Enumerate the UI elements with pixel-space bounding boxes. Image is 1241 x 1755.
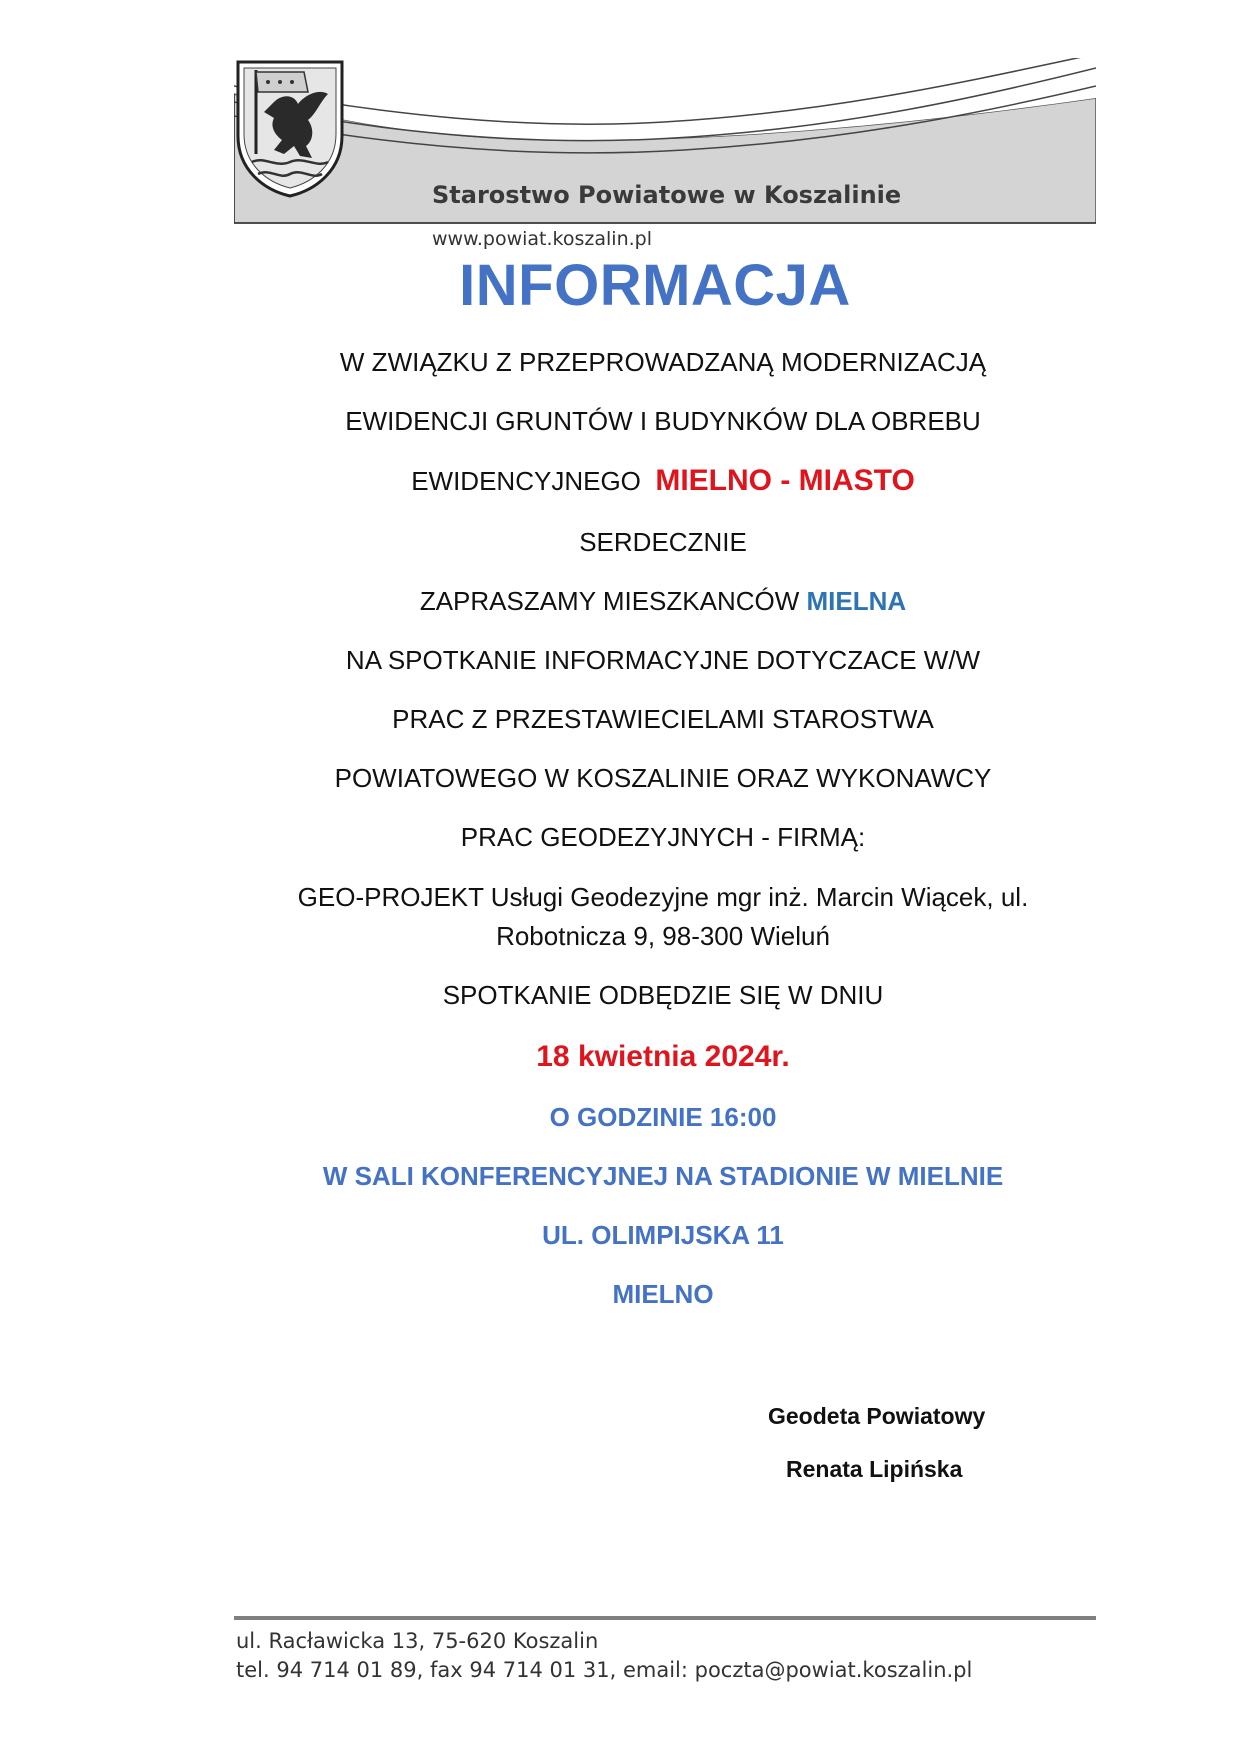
meeting-date: 18 kwietnia 2024r. (536, 1040, 790, 1073)
meeting-time: O GODZINIE 16:00 (549, 1102, 777, 1132)
footer-divider (234, 1616, 1096, 1620)
body-line-5-prefix: ZAPRASZAMY MIESZKANCÓW (419, 586, 800, 616)
organization-name: Starostwo Powiatowe w Koszalinie (432, 181, 902, 209)
meeting-street: UL. OLIMPIJSKA 11 (542, 1220, 784, 1250)
meeting-town: MIELNO (612, 1279, 714, 1309)
contractor-line-2: Robotnicza 9, 98-300 Wieluń (496, 921, 830, 951)
footer-address: ul. Racławicka 13, 75-620 Koszalin (236, 1629, 599, 1653)
body-line-7: PRAC Z PRZESTAWIECIELAMI STAROSTWA (392, 704, 934, 734)
body-line-8: POWIATOWEGO W KOSZALINIE ORAZ WYKONAWCY (334, 763, 992, 793)
contractor-line-1: GEO-PROJEKT Usługi Geodezyjne mgr inż. Marcin Wiącek, ul. (297, 882, 1029, 912)
body-line-1: W ZWIĄZKU Z PRZEPROWADZANĄ MODERNIZACJĄ (339, 347, 987, 377)
body-line-2: EWIDENCJI GRUNTÓW I BUDYNKÓW DLA OBREBU (345, 406, 981, 436)
body-line-4: SERDECZNIE (579, 527, 747, 557)
body-line-3-prefix: EWIDENCYJNEGO (411, 466, 641, 496)
body-line-3 (230, 464, 1096, 498)
signature-name: Renata Lipińska (786, 1456, 963, 1482)
footer-contact: tel. 94 714 01 89, fax 94 714 01 31, email: poczta@powiat.koszalin.pl (236, 1658, 973, 1682)
body-line-5 (230, 586, 1096, 617)
organization-website: www.powiat.koszalin.pl (432, 228, 652, 250)
signature-role: Geodeta Powiatowy (768, 1403, 986, 1429)
meeting-place: W SALI KONFERENCYJNEJ NA STADIONIE W MIELNIE (322, 1161, 1004, 1191)
meeting-intro: SPOTKANIE ODBĘDZIE SIĘ W DNIU (442, 980, 884, 1010)
body-line-9: PRAC GEODEZYJNYCH - FIRMĄ: (460, 822, 866, 852)
document-title: INFORMACJA (459, 253, 851, 318)
letterhead-banner (234, 58, 1096, 258)
residents-highlight: MIELNA (806, 586, 907, 616)
location-highlight: MIELNO - MIASTO (655, 464, 915, 497)
coat-of-arms-icon (234, 58, 346, 198)
letterhead (234, 58, 1096, 258)
body-line-6: NA SPOTKANIE INFORMACYJNE DOTYCZACE W/W (345, 645, 981, 675)
